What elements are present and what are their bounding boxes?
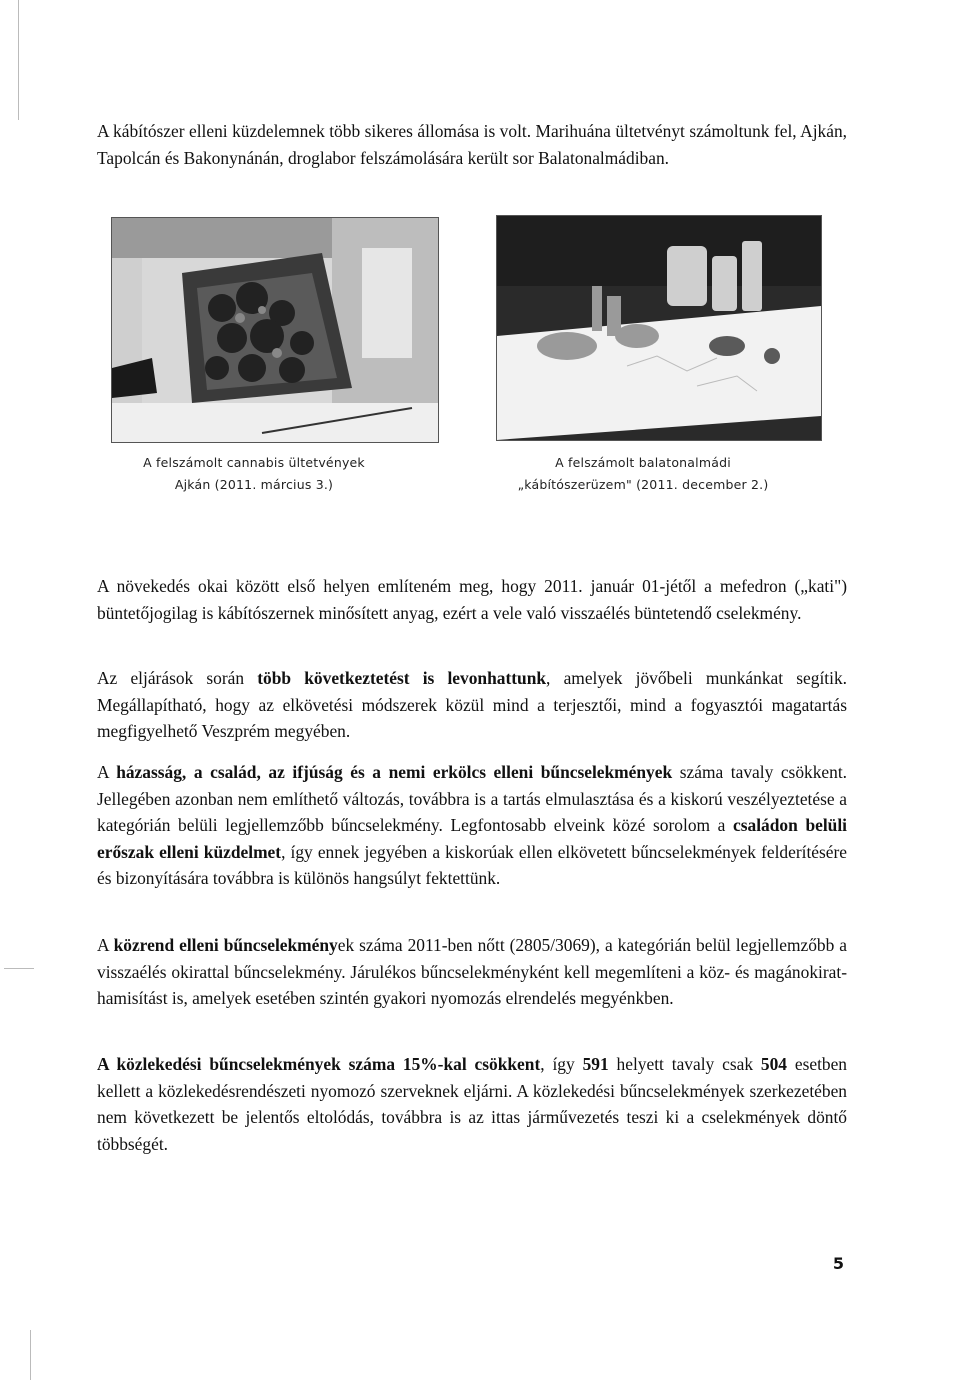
photo-caption-cannabis xyxy=(104,452,404,496)
caption-line: Ajkán (2011. március 3.) xyxy=(174,477,334,492)
paragraph-public-order: A közrend elleni bűncselekmények száma 2011-ben nőtt (2805/3069), a kategórián belül legjellemzőbb a visszaélés okirattal bűncselekmény. Járulékos bűncselekményként kell megemlíteni a köz- és magánokirat-hamisítást is, amelyek esetében szintén gyakori nyomozás elrendelés megyénkben. xyxy=(97,935,848,1008)
caption-line: „kábítószerüzem" (2011. december 2.) xyxy=(517,477,769,492)
paragraph-mefedron: A növekedés okai között első helyen említeném meg, hogy 2011. január 01-jétől a mefedron („kati") büntetőjogilag is kábítószernek minősített anyag, ezért a vele való visszaélés büntetendő cselekmény. xyxy=(97,576,847,623)
paragraph-traffic: A közlekedési bűncselekmények száma 15%-kal csökkent, így 591 helyett tavaly csak 504 esetben kellett a közlekedésrendészeti nyomozó szerveknek eljárni. A közlekedési bűncselekmények szerkezetében nem következett be jelentős eltolódás, továbbra is az ittas járművezetés teszi ki a cselekmények döntő többségét. xyxy=(97,1054,848,1154)
paragraph-family-crimes: A házasság, a család, az ifjúság és a nemi erkölcs elleni bűncselekmények száma tavaly csökkent. Jellegében azonban nem említhető változás, továbbra is a tartás elmulasztása és a kiskorú veszélyeztetése a kategórián belüli legjellemzőbb bűncselekmény. Legfontosabb elveink közé sorolom a családon belüli erőszak elleni küzdelmet, így ennek jegyében a kiskorúak ellen elkövetett bűncselekmények felderítésére és bizonyítására továbbra is különös hangsúlyt fektettünk. xyxy=(97,762,848,888)
cannabis-plantation-photo xyxy=(111,217,439,443)
caption-line: A felszámolt balatonalmádi xyxy=(555,455,731,470)
paragraph-conclusions: Az eljárások során több következtetést is levonhattunk, amelyek jövőbeli munkánkat segítik. Megállapítható, hogy az elkövetési módszerek közül mind a terjesztői, mind a fogyasztói magatartás megfigyelhető Veszprém megyében. xyxy=(97,668,847,741)
caption-line: A felszámolt cannabis ültetvények xyxy=(143,455,365,470)
photo-caption-lab xyxy=(488,452,798,496)
scan-edge-mark xyxy=(18,0,19,120)
scan-edge-mark xyxy=(30,1330,31,1380)
drug-lab-photo xyxy=(496,215,822,441)
intro-paragraph: A kábítószer elleni küzdelemnek több sikeres állomása is volt. Marihuána ültetvényt számoltunk fel, Ajkán, Tapolcán és Bakonynánán, droglabor felszámolására került sor Balatonalmádiban. xyxy=(97,121,847,168)
scan-edge-mark xyxy=(4,968,34,969)
page-number: 5 xyxy=(832,1254,844,1273)
